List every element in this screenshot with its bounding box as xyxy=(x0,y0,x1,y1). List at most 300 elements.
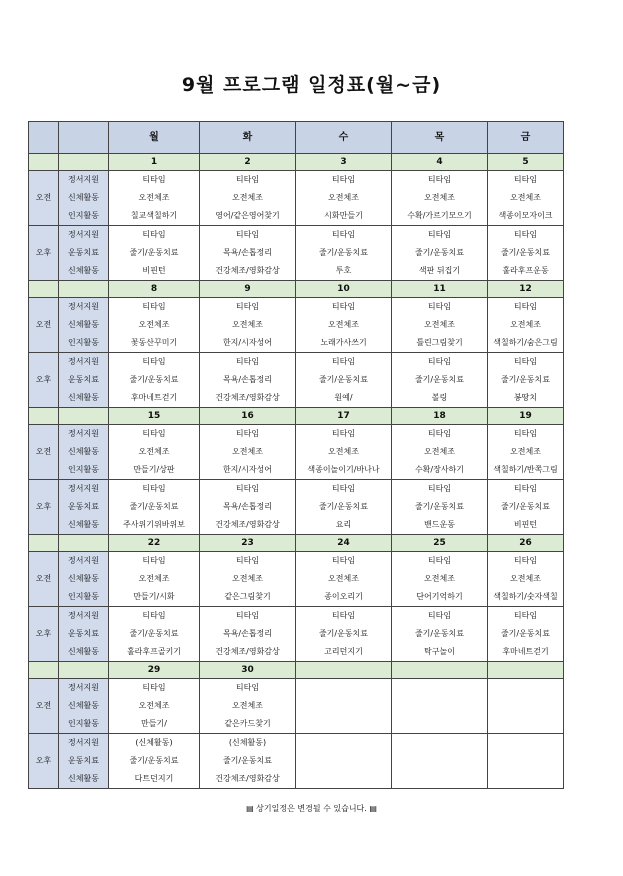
afternoon-row xyxy=(29,480,564,535)
program-cell xyxy=(200,226,296,281)
date-row xyxy=(29,281,564,298)
program-cell xyxy=(488,607,564,662)
category-label: 신체활동 xyxy=(68,393,99,402)
date-row-blank xyxy=(59,662,109,679)
program-item: 투호 xyxy=(335,266,352,275)
date-row-blank xyxy=(59,281,109,298)
category-label: 정서지원 xyxy=(68,484,99,493)
program-item: 색판 뒤집기 xyxy=(418,266,461,275)
program-item xyxy=(488,770,563,788)
program-item: 티타임 xyxy=(513,484,538,493)
date-row xyxy=(29,154,564,171)
category-label: 신체활동 xyxy=(68,320,99,329)
program-cell xyxy=(488,480,564,535)
morning-row xyxy=(29,679,564,734)
program-item: 티타임 xyxy=(142,230,166,239)
category-label: 운동치료 xyxy=(68,502,99,511)
program-item: 줄기/운동치료 xyxy=(129,756,179,765)
program-cell xyxy=(109,679,200,734)
program-cell xyxy=(200,734,296,789)
program-item: 색종이놀이기/바나나 xyxy=(307,465,380,474)
program-item: 색칠하기/숨은그림 xyxy=(493,338,558,347)
program-item: 티타임 xyxy=(427,357,452,366)
program-item: 영어/같은영어찾기 xyxy=(215,211,280,220)
program-item: 줄기/운동치료 xyxy=(129,629,179,638)
category-label: 인지활동 xyxy=(68,465,99,474)
program-item: 줄기/운동치료 xyxy=(500,375,551,384)
program-item: 오전체조 xyxy=(424,193,455,202)
program-item: 훌라후프운동 xyxy=(502,266,549,275)
date-row-blank xyxy=(29,535,59,552)
pm-label: 오후 xyxy=(29,607,59,662)
program-item: 오전체조 xyxy=(424,320,455,329)
program-cell xyxy=(392,734,488,789)
program-item xyxy=(296,697,391,715)
program-item: 티타임 xyxy=(142,683,166,692)
program-item xyxy=(392,697,487,715)
program-item: 오전체조 xyxy=(232,447,263,456)
morning-row xyxy=(29,298,564,353)
program-item: 오전체조 xyxy=(138,701,170,710)
program-item: 원예/ xyxy=(334,393,353,402)
date-cell xyxy=(392,662,488,679)
program-cell xyxy=(296,298,392,353)
pm-label: 오후 xyxy=(29,226,59,281)
date-row-blank xyxy=(29,281,59,298)
program-cell xyxy=(109,226,200,281)
program-item: 티타임 xyxy=(235,429,260,438)
category-label: 정서지원 xyxy=(68,611,99,620)
program-item: 다트던지기 xyxy=(134,774,174,783)
program-item: 티타임 xyxy=(427,429,452,438)
am-label: 오전 xyxy=(29,552,59,607)
program-cell xyxy=(200,171,296,226)
program-cell xyxy=(488,425,564,480)
pm-label: 오후 xyxy=(29,734,59,789)
program-item: 단어기억하기 xyxy=(416,592,463,601)
program-item: 건강체조/영화감상 xyxy=(215,393,280,402)
program-item: 티타임 xyxy=(513,230,538,239)
category-label: 정서지원 xyxy=(68,683,99,692)
program-item xyxy=(392,715,487,733)
program-cell xyxy=(392,425,488,480)
program-item: 오전체조 xyxy=(138,193,170,202)
program-item: 고리던지기 xyxy=(324,647,363,656)
header-corner xyxy=(29,122,59,154)
program-cell xyxy=(488,226,564,281)
schedule-table xyxy=(28,121,564,789)
program-item: 오전체조 xyxy=(328,193,359,202)
date-cell: 11 xyxy=(392,281,488,298)
program-item: 오전체조 xyxy=(424,574,455,583)
category-label: 신체활동 xyxy=(68,701,99,710)
program-item: 건강체조/영화감상 xyxy=(215,774,280,783)
program-item: 줄기/운동치료 xyxy=(129,375,179,384)
program-item: 수확/장사하기 xyxy=(414,465,465,474)
program-item: 밴드운동 xyxy=(424,520,455,529)
program-item: 티타임 xyxy=(235,357,260,366)
program-item: 티타임 xyxy=(427,175,452,184)
program-item: 종이오리기 xyxy=(324,592,363,601)
program-item: 줄기/운동치료 xyxy=(414,248,465,257)
afternoon-row xyxy=(29,226,564,281)
program-item: 목욕/손톱정리 xyxy=(222,375,273,384)
program-item: 오전체조 xyxy=(328,447,359,456)
program-item: 티타임 xyxy=(427,302,452,311)
program-item: 탁구놀이 xyxy=(424,647,455,656)
category-label: 인지활동 xyxy=(68,592,99,601)
program-item: 오전체조 xyxy=(138,447,170,456)
program-item: 티타임 xyxy=(331,429,356,438)
program-cell xyxy=(392,353,488,408)
category-list xyxy=(59,734,109,789)
morning-row xyxy=(29,425,564,480)
program-item: 칠교색칠하기 xyxy=(130,211,178,220)
date-row-blank xyxy=(29,662,59,679)
program-cell xyxy=(488,734,564,789)
program-item: 비핀턴 xyxy=(142,266,166,275)
program-item: 티타임 xyxy=(427,230,452,239)
program-item: 봉땅치 xyxy=(513,393,538,402)
category-label: 정서지원 xyxy=(68,230,99,239)
program-item xyxy=(296,752,391,770)
am-label: 오전 xyxy=(29,425,59,480)
afternoon-row xyxy=(29,353,564,408)
program-item: 티타임 xyxy=(513,429,538,438)
date-cell: 3 xyxy=(296,154,392,171)
date-row xyxy=(29,662,564,679)
category-label: 신체활동 xyxy=(68,520,99,529)
program-item: 목욕/손톱정리 xyxy=(222,248,273,257)
program-item: 오전체조 xyxy=(138,574,170,583)
date-cell: 16 xyxy=(200,408,296,425)
program-item: 목욕/손톱정리 xyxy=(222,502,273,511)
program-cell xyxy=(488,679,564,734)
category-label: 운동치료 xyxy=(68,629,99,638)
date-row-blank xyxy=(29,154,59,171)
program-item: 줄기/운동치료 xyxy=(414,629,465,638)
program-item: 줄기/운동치료 xyxy=(222,756,273,765)
program-cell xyxy=(392,607,488,662)
program-item: 후마네트걷기 xyxy=(502,647,549,656)
day-header: 수 xyxy=(296,122,392,154)
program-item: 티타임 xyxy=(142,484,166,493)
program-item: 줄기/운동치료 xyxy=(318,375,369,384)
program-item xyxy=(392,679,487,697)
category-list xyxy=(59,425,109,480)
program-item: 티타임 xyxy=(513,302,538,311)
category-label: 인지활동 xyxy=(68,211,99,220)
program-cell xyxy=(200,425,296,480)
program-item: 비핀턴 xyxy=(513,520,538,529)
date-cell: 1 xyxy=(109,154,200,171)
date-cell: 30 xyxy=(200,662,296,679)
program-cell xyxy=(109,171,200,226)
program-item: 티타임 xyxy=(235,484,260,493)
program-item: 오전체조 xyxy=(138,320,170,329)
date-cell: 8 xyxy=(109,281,200,298)
category-list xyxy=(59,171,109,226)
category-list xyxy=(59,353,109,408)
program-item: 줄기/운동치료 xyxy=(414,375,465,384)
program-item: 티타임 xyxy=(142,302,166,311)
program-item: 훌라후프골키기 xyxy=(126,647,182,656)
date-cell: 19 xyxy=(488,408,564,425)
program-item: 티타임 xyxy=(235,683,260,692)
program-cell xyxy=(109,425,200,480)
date-row-blank xyxy=(59,535,109,552)
date-row xyxy=(29,535,564,552)
program-cell xyxy=(109,607,200,662)
program-item: 티타임 xyxy=(513,556,538,565)
program-cell xyxy=(200,552,296,607)
category-list xyxy=(59,298,109,353)
program-item: 티타임 xyxy=(142,429,166,438)
category-label: 정서지원 xyxy=(68,357,99,366)
header-corner-cat xyxy=(59,122,109,154)
program-cell xyxy=(488,171,564,226)
program-item: 줄기/운동치료 xyxy=(129,248,179,257)
program-item: 티타임 xyxy=(331,357,356,366)
program-item: 오전체조 xyxy=(232,574,263,583)
date-row-blank xyxy=(59,408,109,425)
program-item: 건강체조/영화감상 xyxy=(215,520,280,529)
category-list xyxy=(59,226,109,281)
program-item: 티타임 xyxy=(235,556,260,565)
program-item: 만들기/시화 xyxy=(133,592,175,601)
date-cell xyxy=(488,662,564,679)
program-item: 티타임 xyxy=(142,556,166,565)
program-cell xyxy=(296,226,392,281)
date-cell: 12 xyxy=(488,281,564,298)
program-item: 티타임 xyxy=(235,611,260,620)
program-item: 색칠하기/숫자색칠 xyxy=(493,592,558,601)
program-item: 티타임 xyxy=(513,357,538,366)
category-label: 인지활동 xyxy=(68,338,99,347)
date-cell: 25 xyxy=(392,535,488,552)
date-cell: 15 xyxy=(109,408,200,425)
program-item: (신체활동) xyxy=(135,738,173,747)
date-cell: 23 xyxy=(200,535,296,552)
date-cell: 9 xyxy=(200,281,296,298)
program-item xyxy=(488,679,563,697)
program-cell xyxy=(200,607,296,662)
program-cell xyxy=(296,480,392,535)
program-item: 건강체조/영화감상 xyxy=(215,647,280,656)
program-cell xyxy=(488,353,564,408)
program-item: 요리 xyxy=(335,520,352,529)
program-item: 주사위기위바위보 xyxy=(123,520,185,529)
program-item xyxy=(392,734,487,752)
program-item xyxy=(488,734,563,752)
program-cell xyxy=(392,552,488,607)
program-item xyxy=(488,752,563,770)
afternoon-row xyxy=(29,734,564,789)
day-header: 목 xyxy=(392,122,488,154)
program-item: 티타임 xyxy=(331,302,356,311)
program-cell xyxy=(109,298,200,353)
program-item: 건강체조/영화감상 xyxy=(215,266,280,275)
category-label: 정서지원 xyxy=(68,175,99,184)
program-cell xyxy=(109,480,200,535)
program-item: 오전체조 xyxy=(232,193,263,202)
date-cell: 4 xyxy=(392,154,488,171)
program-cell xyxy=(296,552,392,607)
date-cell: 22 xyxy=(109,535,200,552)
program-item: 티타임 xyxy=(331,484,356,493)
program-item: 볼링 xyxy=(431,393,448,402)
category-list xyxy=(59,480,109,535)
category-label: 정서지원 xyxy=(68,302,99,311)
program-item xyxy=(392,752,487,770)
program-cell xyxy=(488,552,564,607)
date-cell: 26 xyxy=(488,535,564,552)
program-item xyxy=(296,679,391,697)
program-item: 한지/시자성어 xyxy=(222,465,273,474)
date-row-blank xyxy=(59,154,109,171)
program-item: 티타임 xyxy=(235,302,260,311)
program-item: 티타임 xyxy=(331,556,356,565)
am-label: 오전 xyxy=(29,679,59,734)
program-cell xyxy=(392,171,488,226)
program-item: 티타임 xyxy=(142,611,166,620)
day-header: 금 xyxy=(488,122,564,154)
program-item xyxy=(392,770,487,788)
category-label: 정서지원 xyxy=(68,556,99,565)
am-label: 오전 xyxy=(29,171,59,226)
am-label: 오전 xyxy=(29,298,59,353)
program-item: 티타임 xyxy=(331,175,356,184)
program-item: 색종이모자이크 xyxy=(498,211,553,220)
category-label: 운동치료 xyxy=(68,375,99,384)
category-list xyxy=(59,607,109,662)
program-cell xyxy=(200,353,296,408)
program-item: 티타임 xyxy=(142,357,166,366)
category-label: 운동치료 xyxy=(68,248,99,257)
date-cell: 24 xyxy=(296,535,392,552)
program-item: 만들기/ xyxy=(141,719,167,728)
program-item xyxy=(296,734,391,752)
program-item: 줄기/운동치료 xyxy=(500,502,551,511)
program-item: 오전체조 xyxy=(510,447,541,456)
category-label: 신체활동 xyxy=(68,647,99,656)
program-cell xyxy=(296,353,392,408)
program-item: 같은그림찾기 xyxy=(224,592,271,601)
day-header: 화 xyxy=(200,122,296,154)
program-item: 줄기/운동치료 xyxy=(318,502,369,511)
program-item: 틀린그림찾기 xyxy=(416,338,463,347)
program-cell xyxy=(200,298,296,353)
program-item: 줄기/운동치료 xyxy=(129,502,179,511)
program-item: 꽃동산꾸미기 xyxy=(130,338,178,347)
date-cell: 17 xyxy=(296,408,392,425)
program-item xyxy=(296,770,391,788)
category-label: 신체활동 xyxy=(68,447,99,456)
program-item: 줄기/운동치료 xyxy=(500,248,551,257)
category-label: 신체활동 xyxy=(68,266,99,275)
program-item: 오전체조 xyxy=(328,574,359,583)
program-item: 티타임 xyxy=(235,230,260,239)
program-cell xyxy=(296,171,392,226)
program-cell xyxy=(109,552,200,607)
program-cell xyxy=(392,226,488,281)
category-label: 신체활동 xyxy=(68,193,99,202)
program-item xyxy=(488,697,563,715)
footer-note: ▤ 상기일정은 변경될 수 있습니다. ▤ xyxy=(246,804,377,813)
program-cell xyxy=(200,679,296,734)
program-item: 오전체조 xyxy=(510,574,541,583)
header-row xyxy=(29,122,564,154)
date-cell xyxy=(296,662,392,679)
program-cell xyxy=(296,679,392,734)
program-item: 줄기/운동치료 xyxy=(414,502,465,511)
date-row-blank xyxy=(29,408,59,425)
program-cell xyxy=(392,298,488,353)
program-item: 티타임 xyxy=(427,611,452,620)
program-cell xyxy=(296,734,392,789)
category-label: 인지활동 xyxy=(68,719,99,728)
program-item: 오전체조 xyxy=(328,320,359,329)
category-label: 정서지원 xyxy=(68,738,99,747)
program-item: 노래가사쓰기 xyxy=(320,338,367,347)
program-item xyxy=(296,715,391,733)
date-cell: 29 xyxy=(109,662,200,679)
program-cell xyxy=(109,734,200,789)
date-cell: 5 xyxy=(488,154,564,171)
program-cell xyxy=(200,480,296,535)
program-item: 티타임 xyxy=(513,611,538,620)
program-item: 만들기/상판 xyxy=(133,465,175,474)
program-item: 티타임 xyxy=(142,175,166,184)
program-item: 줄기/운동치료 xyxy=(318,629,369,638)
program-cell xyxy=(392,679,488,734)
program-item: 줄기/운동치료 xyxy=(500,629,551,638)
afternoon-row xyxy=(29,607,564,662)
program-cell xyxy=(392,480,488,535)
program-item: 오전체조 xyxy=(232,320,263,329)
category-label: 운동치료 xyxy=(68,756,99,765)
page-title: 9월 프로그램 일정표(월~금) xyxy=(181,74,442,96)
program-cell xyxy=(109,353,200,408)
program-item: 시화만들기 xyxy=(324,211,363,220)
program-cell xyxy=(296,425,392,480)
program-item: 색칠하기/반쪽그림 xyxy=(493,465,558,474)
category-list xyxy=(59,679,109,734)
program-item: (신체활동) xyxy=(228,738,267,747)
category-label: 정서지원 xyxy=(68,429,99,438)
morning-row xyxy=(29,552,564,607)
program-item: 티타임 xyxy=(331,230,356,239)
program-item: 오전체조 xyxy=(510,193,541,202)
category-list xyxy=(59,552,109,607)
program-item: 한지/시자성어 xyxy=(222,338,273,347)
program-item: 후마네트걷기 xyxy=(130,393,178,402)
pm-label: 오후 xyxy=(29,353,59,408)
date-cell: 18 xyxy=(392,408,488,425)
program-cell xyxy=(296,607,392,662)
program-item: 오전체조 xyxy=(232,701,263,710)
pm-label: 오후 xyxy=(29,480,59,535)
day-header: 월 xyxy=(109,122,200,154)
morning-row xyxy=(29,171,564,226)
category-label: 신체활동 xyxy=(68,774,99,783)
program-item: 목욕/손톱정리 xyxy=(222,629,273,638)
date-cell: 10 xyxy=(296,281,392,298)
program-item: 티타임 xyxy=(513,175,538,184)
program-item: 티타임 xyxy=(427,556,452,565)
program-item: 오전체조 xyxy=(510,320,541,329)
program-item: 수확/가르기모으기 xyxy=(407,211,472,220)
